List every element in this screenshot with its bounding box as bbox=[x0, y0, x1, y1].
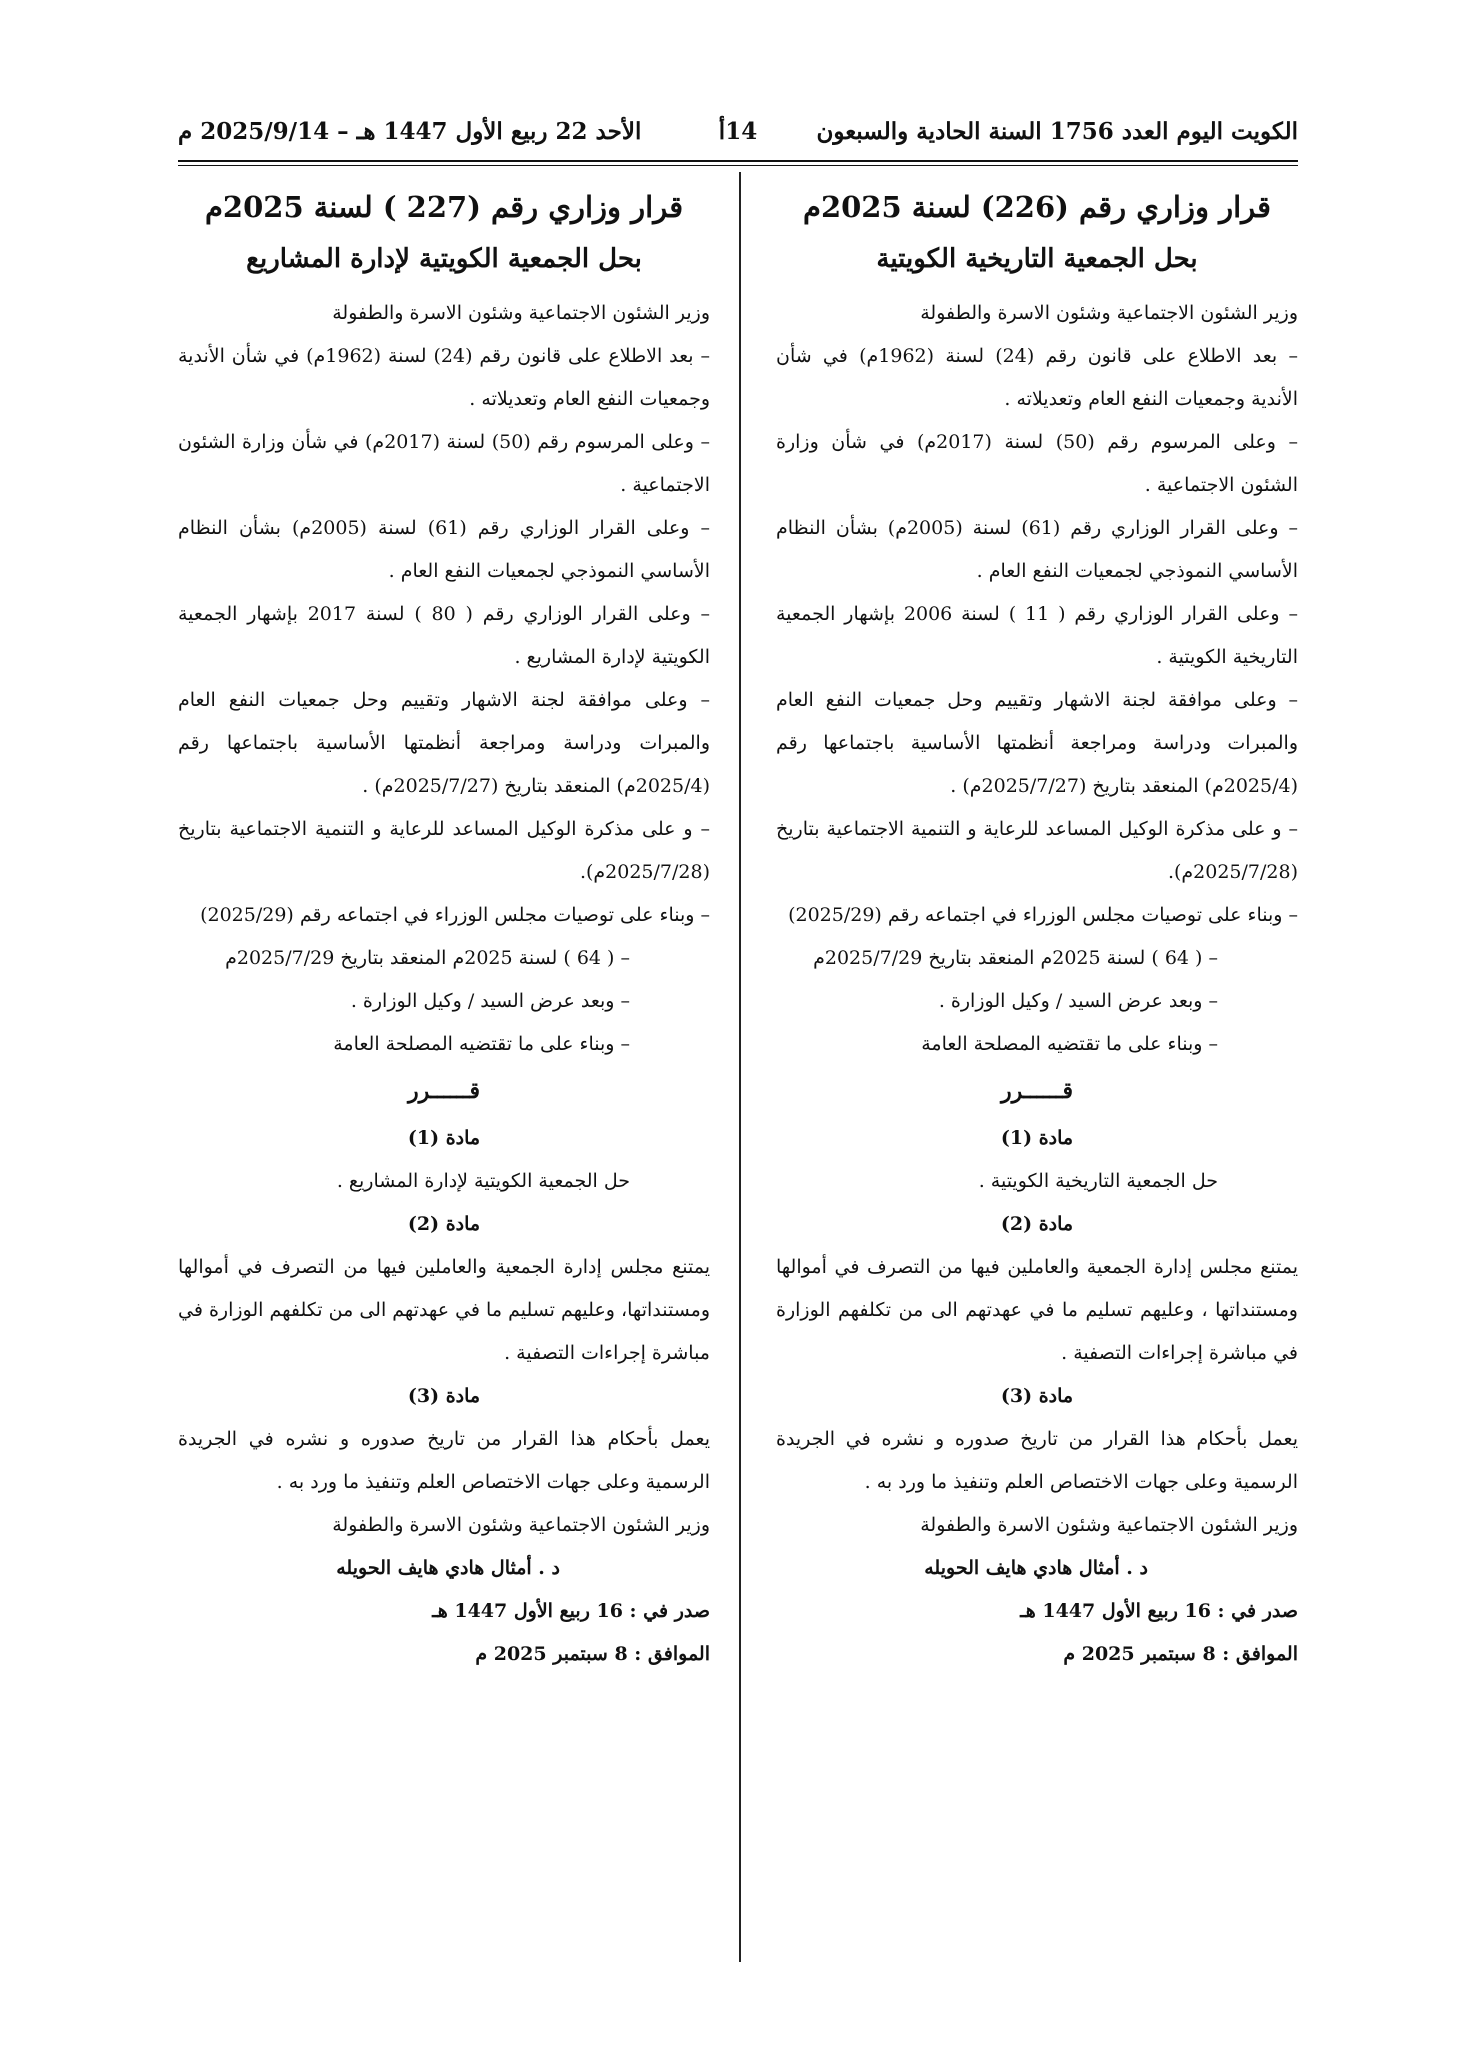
page-header bbox=[178, 118, 1298, 154]
preamble-item: – وعلى القرار الوزاري رقم (61) لسنة (2005م) بشأن النظام الأساسي النموذجي لجمعيات النفع العام . bbox=[178, 517, 710, 582]
preamble-item: – وعلى المرسوم رقم (50) لسنة (2017م) في شأن وزارة الشئون الاجتماعية . bbox=[178, 431, 710, 496]
issued-gregorian: الموافق : 8 سبتمبر 2025 م bbox=[1063, 1643, 1298, 1665]
article-3-text: يعمل بأحكام هذا القرار من تاريخ صدوره و نشره في الجريدة الرسمية وعلى جهات الاختصاص العلم وتنفيذ ما ورد به . bbox=[776, 1428, 1298, 1493]
preamble-item: – ( 64 ) لسنة 2025م المنعقد بتاريخ 2025/7/29م bbox=[813, 947, 1218, 969]
article-3-title: مادة (3) bbox=[407, 1385, 481, 1407]
preamble-item: – وعلى المرسوم رقم (50) لسنة (2017م) في شأن وزارة الشئون الاجتماعية . bbox=[776, 431, 1298, 496]
column-divider bbox=[739, 172, 741, 1962]
article-1-title: مادة (1) bbox=[407, 1127, 481, 1149]
header-rule bbox=[178, 160, 1298, 162]
decision-subtitle: بحل الجمعية التاريخية الكويتية bbox=[876, 244, 1198, 274]
preamble-item: – بعد الاطلاع على قانون رقم (24) لسنة (1962م) في شأن الأندية وجمعيات النفع العام وتعديلاته . bbox=[178, 345, 710, 410]
article-1-text: حل الجمعية التاريخية الكويتية . bbox=[978, 1170, 1218, 1192]
signatory-name: د . أمثال هادي هايف الحويله bbox=[336, 1557, 560, 1579]
preamble-item: – وبناء على ما تقتضيه المصلحة العامة bbox=[921, 1033, 1218, 1055]
issued-gregorian: الموافق : 8 سبتمبر 2025 م bbox=[475, 1643, 710, 1665]
issued-hijri: صدر في : 16 ربيع الأول 1447 هـ bbox=[1020, 1600, 1298, 1622]
preamble-item: – وعلى موافقة لجنة الاشهار وتقييم وحل جمعيات النفع العام والمبرات ودراسة ومراجعة أنظمتها الأساسية باجتماعها رقم (2025/4م) المنعقد بتاريخ (2025/7/27م) . bbox=[178, 689, 710, 797]
issued-hijri: صدر في : 16 ربيع الأول 1447 هـ bbox=[432, 1600, 710, 1622]
article-1-text: حل الجمعية الكويتية لإدارة المشاريع . bbox=[336, 1170, 630, 1192]
preamble-item: – بعد الاطلاع على قانون رقم (24) لسنة (1962م) في شأن الأندية وجمعيات النفع العام وتعديلاته . bbox=[776, 345, 1298, 410]
preamble-item: – وبناء على توصيات مجلس الوزراء في اجتماعه رقم (2025/29) bbox=[200, 904, 710, 926]
header-rule-thin bbox=[178, 165, 1298, 166]
signatory-title: وزير الشئون الاجتماعية وشئون الاسرة والطفولة bbox=[920, 1514, 1298, 1536]
decision-subtitle: بحل الجمعية الكويتية لإدارة المشاريع bbox=[246, 244, 642, 274]
preamble-item: – وبناء على توصيات مجلس الوزراء في اجتماعه رقم (2025/29) bbox=[788, 904, 1298, 926]
gazette-issue: الكويت اليوم العدد 1756 السنة الحادية والسبعون bbox=[816, 118, 1298, 145]
preamble-item: – وبعد عرض السيد / وكيل الوزارة . bbox=[938, 990, 1218, 1012]
article-2-title: مادة (2) bbox=[407, 1213, 481, 1235]
article-3-text: يعمل بأحكام هذا القرار من تاريخ صدوره و نشره في الجريدة الرسمية وعلى جهات الاختصاص العلم وتنفيذ ما ورد به . bbox=[178, 1428, 710, 1493]
preamble-item: – وعلى موافقة لجنة الاشهار وتقييم وحل جمعيات النفع العام والمبرات ودراسة ومراجعة أنظمتها الأساسية باجتماعها رقم (2025/4م) المنعقد بتاريخ (2025/7/27م) . bbox=[776, 689, 1298, 797]
article-2-text: يمتنع مجلس إدارة الجمعية والعاملين فيها من التصرف في أموالها ومستنداتها ، وعليهم تسليم ما في عهدتهم الى من تكلفهم الوزارة في مباشرة إجراءات التصفية . bbox=[776, 1256, 1298, 1364]
signatory-title: وزير الشئون الاجتماعية وشئون الاسرة والطفولة bbox=[332, 1514, 710, 1536]
decided-heading: قــــــرر bbox=[408, 1078, 480, 1104]
article-1-title: مادة (1) bbox=[1000, 1127, 1074, 1149]
decision-title: قرار وزاري رقم (226) لسنة 2025م bbox=[802, 190, 1272, 224]
decision-227 bbox=[178, 182, 710, 1676]
preamble-item: – ( 64 ) لسنة 2025م المنعقد بتاريخ 2025/7/29م bbox=[225, 947, 630, 969]
article-3-title: مادة (3) bbox=[1000, 1385, 1074, 1407]
preamble-item: – وعلى القرار الوزاري رقم ( 80 ) لسنة 2017 بإشهار الجمعية الكويتية لإدارة المشاريع . bbox=[178, 603, 710, 668]
decided-heading: قــــــرر bbox=[1001, 1078, 1073, 1104]
issue-date: الأحد 22 ربيع الأول 1447 هـ – 2025/9/14 م bbox=[178, 118, 642, 145]
decision-226 bbox=[776, 182, 1298, 1676]
article-2-text: يمتنع مجلس إدارة الجمعية والعاملين فيها من التصرف في أموالها ومستنداتها، وعليهم تسليم ما في عهدتهم الى من تكلفهم الوزارة في مباشرة إجراءات التصفية . bbox=[178, 1256, 710, 1364]
article-2-title: مادة (2) bbox=[1000, 1213, 1074, 1235]
preamble-item: – وعلى القرار الوزاري رقم (61) لسنة (2005م) بشأن النظام الأساسي النموذجي لجمعيات النفع العام . bbox=[776, 517, 1298, 582]
issuer-intro: وزير الشئون الاجتماعية وشئون الاسرة والطفولة bbox=[332, 302, 710, 324]
issuer-intro: وزير الشئون الاجتماعية وشئون الاسرة والطفولة bbox=[920, 302, 1298, 324]
preamble-item: – وبناء على ما تقتضيه المصلحة العامة bbox=[333, 1033, 630, 1055]
signatory-name: د . أمثال هادي هايف الحويله bbox=[924, 1557, 1148, 1579]
preamble-item: – و على مذكرة الوكيل المساعد للرعاية و التنمية الاجتماعية بتاريخ (2025/7/28م). bbox=[776, 818, 1298, 883]
page-number: 14أ bbox=[718, 118, 758, 145]
preamble-item: – و على مذكرة الوكيل المساعد للرعاية و التنمية الاجتماعية بتاريخ (2025/7/28م). bbox=[178, 818, 710, 883]
preamble-item: – وعلى القرار الوزاري رقم ( 11 ) لسنة 2006 بإشهار الجمعية التاريخية الكويتية . bbox=[776, 603, 1298, 668]
preamble-item: – وبعد عرض السيد / وكيل الوزارة . bbox=[350, 990, 630, 1012]
decision-title: قرار وزاري رقم (227 ) لسنة 2025م bbox=[204, 190, 684, 224]
